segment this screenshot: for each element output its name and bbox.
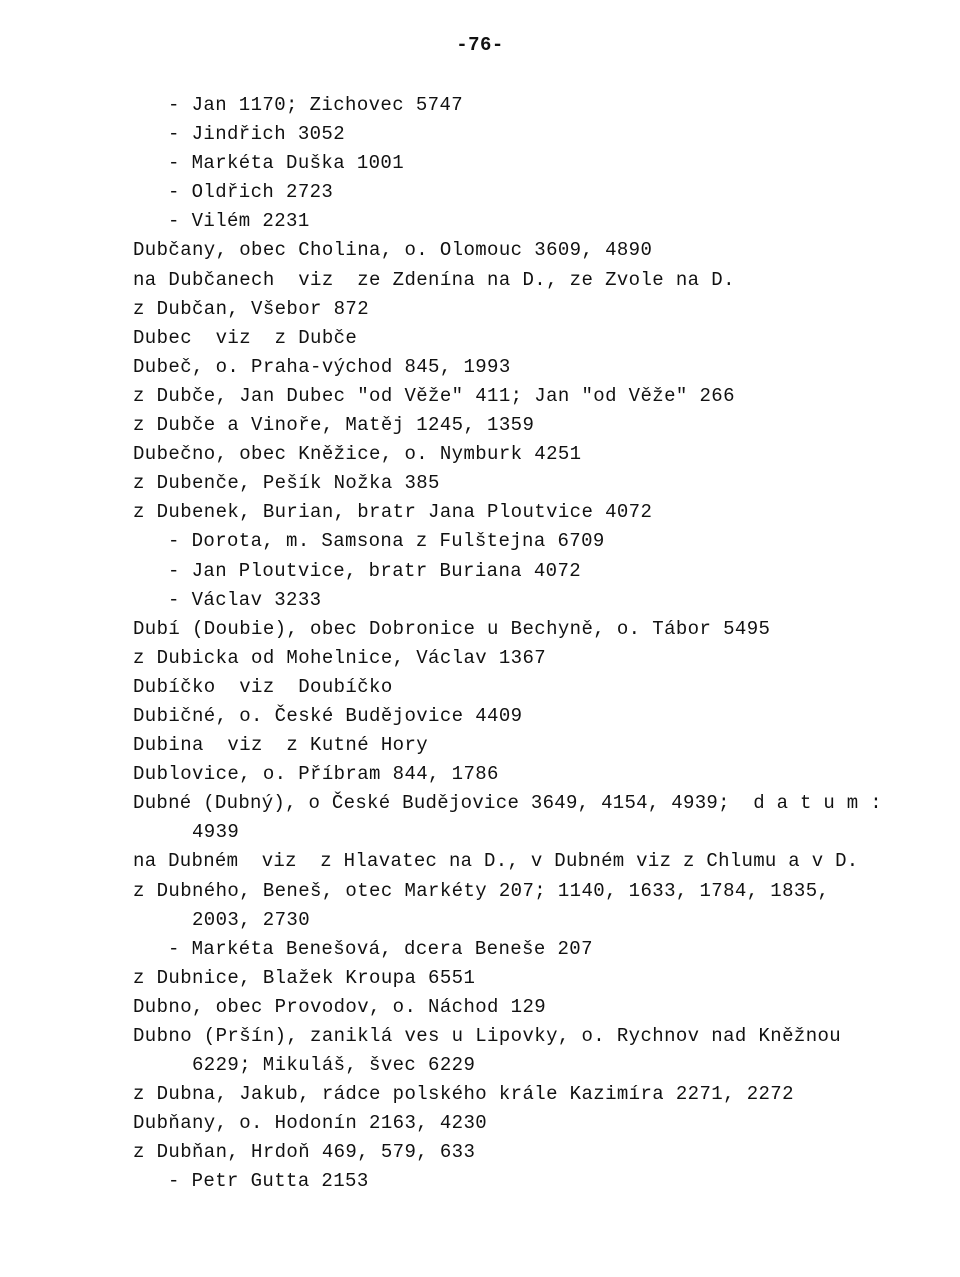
index-line: Dubíčko viz Doubíčko [133, 675, 393, 698]
index-line: Dubina viz z Kutné Hory [133, 734, 429, 757]
page-number: -76- [456, 34, 504, 56]
index-line: - Dorota, m. Samsona z Fulštejna 6709 [168, 530, 605, 553]
index-line: Dubečno, obec Kněžice, o. Nymburk 4251 [133, 443, 582, 466]
index-line: 2003, 2730 [192, 908, 311, 931]
index-line: - Jindřich 3052 [168, 123, 346, 146]
index-line: - Markéta Benešová, dcera Beneše 207 [168, 937, 593, 960]
index-line: Dubeč, o. Praha-východ 845, 1993 [133, 355, 511, 378]
index-line: Dubec viz z Dubče [133, 326, 358, 349]
index-line: Dubňany, o. Hodonín 2163, 4230 [133, 1112, 488, 1135]
index-entry-list [0, 91, 960, 1197]
index-line: na Dubčanech viz ze Zdenína na D., ze Zvole na D. [133, 268, 735, 291]
index-line: - Vilém 2231 [168, 210, 310, 233]
index-line: z Dubnice, Blažek Kroupa 6551 [133, 966, 476, 989]
index-line: - Jan 1170; Zichovec 5747 [168, 94, 464, 116]
index-line: z Dubenče, Pešík Nožka 385 [133, 472, 440, 495]
index-line: z Dubčan, Všebor 872 [133, 297, 370, 320]
index-line: - Václav 3233 [168, 588, 322, 611]
index-line: Dubno, obec Provodov, o. Náchod 129 [133, 995, 547, 1018]
index-line: z Dubicka od Mohelnice, Václav 1367 [133, 646, 547, 669]
index-line: Dubno (Pršín), zaniklá ves u Lipovky, o. Rychnov nad Kněžnou [133, 1025, 842, 1047]
index-line: - Markéta Duška 1001 [168, 152, 405, 175]
index-line: Dubné (Dubný), o České Budějovice 3649, 4154, 4939; d a t u m : [133, 792, 882, 815]
index-line: - Oldřich 2723 [168, 181, 334, 204]
index-line: - Jan Ploutvice, bratr Buriana 4072 [168, 559, 582, 582]
index-line: z Dubňan, Hrdoň 469, 579, 633 [133, 1141, 476, 1164]
index-line: Dubčany, obec Cholina, o. Olomouc 3609, 4890 [133, 239, 653, 262]
index-line: z Dubče a Vinoře, Matěj 1245, 1359 [133, 414, 535, 437]
index-line: 4939 [192, 821, 240, 844]
index-line: z Dubného, Beneš, otec Markéty 207; 1140, 1633, 1784, 1835, [133, 879, 830, 902]
index-line: 6229; Mikuláš, švec 6229 [192, 1054, 476, 1077]
index-line: - Petr Gutta 2153 [168, 1170, 369, 1193]
index-line: Dubí (Doubie), obec Dobronice u Bechyně, o. Tábor 5495 [133, 617, 771, 640]
index-line: z Dubna, Jakub, rádce polského krále Kazimíra 2271, 2272 [133, 1083, 794, 1106]
index-line: Dubičné, o. České Budějovice 4409 [133, 704, 523, 727]
index-line: z Dubenek, Burian, bratr Jana Ploutvice 4072 [133, 501, 653, 524]
index-line: Dublovice, o. Příbram 844, 1786 [133, 763, 499, 786]
index-line: z Dubče, Jan Dubec "od Věže" 411; Jan "od Věže" 266 [133, 384, 735, 407]
index-line: na Dubném viz z Hlavatec na D., v Dubném viz z Chlumu a v D. [133, 850, 859, 873]
